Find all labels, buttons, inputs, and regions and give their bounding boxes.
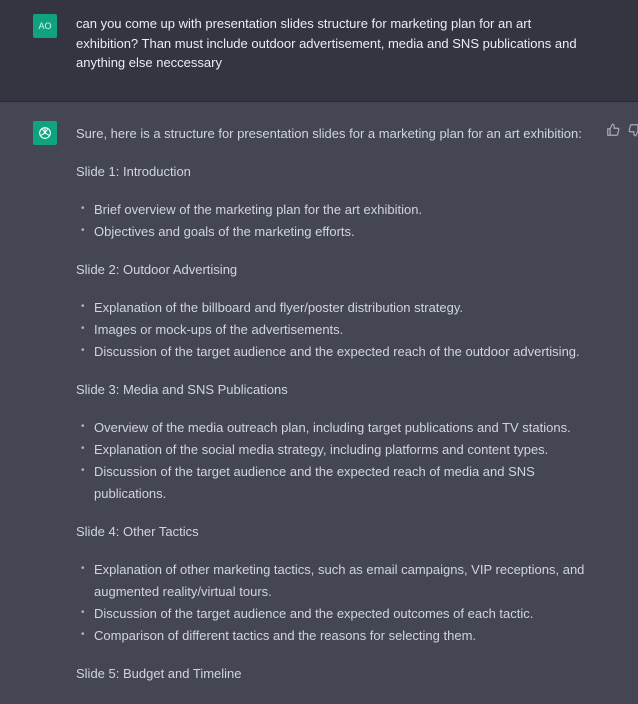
assistant-message <box>0 102 638 704</box>
bullet-list <box>76 417 591 505</box>
slide-heading: Slide 5: Budget and Timeline <box>76 666 242 681</box>
user-message-text: can you come up with presentation slides structure for marketing plan for an art exhibition? Than must include outdoor advertisement, media and SNS publications and anything else neccessary <box>76 16 577 70</box>
assistant-message-content <box>76 123 591 701</box>
thumbs-up-icon[interactable] <box>606 123 620 140</box>
list-item: • Comparison of different tactics and the reasons for selecting them. <box>76 625 591 647</box>
feedback-actions <box>606 123 638 140</box>
slide-heading: Slide 2: Outdoor Advertising <box>76 262 238 277</box>
assistant-intro: Sure, here is a structure for presentation slides for a marketing plan for an art exhibition: <box>76 126 582 141</box>
list-item: • Discussion of the target audience and the expected reach of the outdoor advertising. <box>76 341 591 363</box>
bullet-list <box>76 297 591 363</box>
bullet-list <box>76 559 591 647</box>
slide-heading: Slide 1: Introduction <box>76 164 191 179</box>
thumbs-down-icon[interactable] <box>628 123 638 140</box>
list-item: • Overview of the media outreach plan, including target publications and TV stations. <box>76 417 591 439</box>
user-message <box>0 0 638 102</box>
list-item: • Brief overview of the marketing plan for the art exhibition. <box>76 199 591 221</box>
list-item: • Images or mock-ups of the advertisements. <box>76 319 591 341</box>
user-avatar: AO <box>33 14 57 38</box>
list-item: • Objectives and goals of the marketing efforts. <box>76 221 591 243</box>
list-item: • Explanation of other marketing tactics, such as email campaigns, VIP receptions, and augmented reality/virtual tours. <box>76 559 591 603</box>
slide-heading: Slide 3: Media and SNS Publications <box>76 382 288 397</box>
list-item: • Explanation of the billboard and flyer/poster distribution strategy. <box>76 297 591 319</box>
slide-heading: Slide 4: Other Tactics <box>76 524 199 539</box>
list-item: • Explanation of the social media strategy, including platforms and content types. <box>76 439 591 461</box>
openai-logo-icon <box>33 121 57 145</box>
list-item: • Discussion of the target audience and the expected outcomes of each tactic. <box>76 603 591 625</box>
bullet-list <box>76 199 591 243</box>
list-item: • Discussion of the target audience and the expected reach of media and SNS publications. <box>76 461 591 505</box>
